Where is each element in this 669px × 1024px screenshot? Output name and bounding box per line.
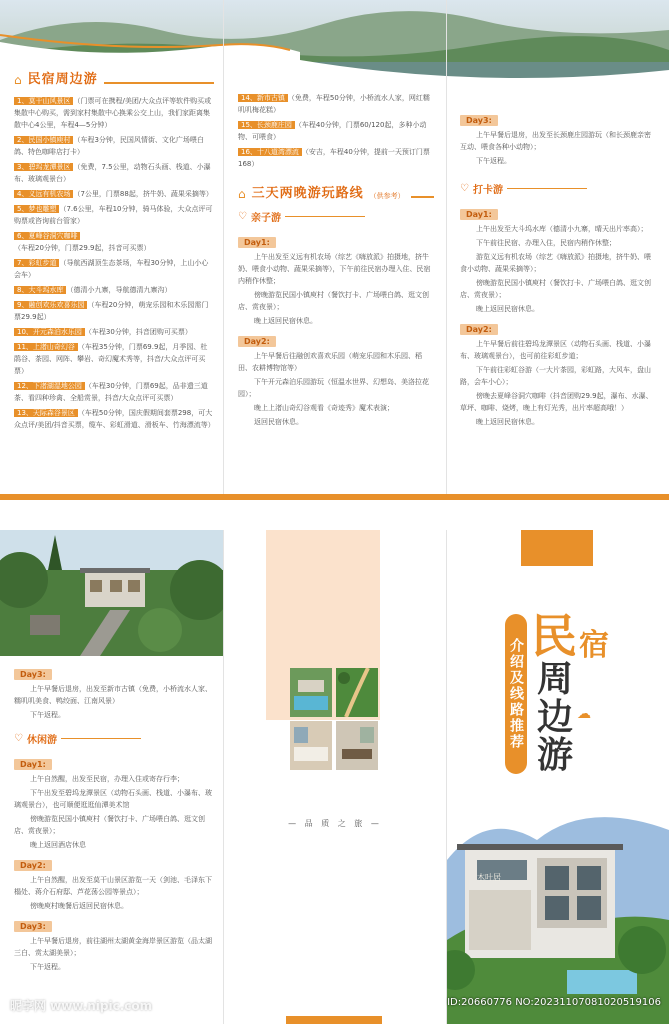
plan-paragraph: 上午自然醒，出发至莫干山景区游览一天（剑池、毛泽东下榻处、蒋介石府邸、芦花荡公园等景点）； [14, 876, 212, 896]
subtitle-line [507, 188, 587, 189]
attraction-item [238, 146, 434, 170]
attraction-tag: 14、新市古镇 [238, 94, 288, 102]
cover-top-tab [521, 530, 593, 566]
plan-paragraph: 下午前往民宿、办理入住，民宿内稍作休整； [476, 239, 616, 247]
plan-paragraph: 上午早餐后往融创欢喜欢乐园（萌宠乐园和木乐园、稻田、农耕博物馆等） [238, 352, 422, 372]
leisure-trip-label: 休闲游 [26, 735, 57, 746]
day-label: Day1: [14, 759, 52, 770]
attraction-tag: 4、义远有机农场 [14, 190, 73, 198]
plan-paragraph: 上午早餐后前往碧坞龙潭景区（动物石头画、栈道、小瀑布、玻璃观景台），也可前往彩虹步道； [460, 340, 651, 360]
plan-paragraph: 游览义远有机农场（综艺《嗨放派》拍摄地，挤牛奶、喂食小动物、蔬果采摘等）； [460, 253, 651, 273]
cover-villa-photo [447, 800, 669, 1024]
room-photo [290, 721, 332, 770]
attraction-item [14, 284, 214, 296]
villa-photo [0, 530, 223, 656]
section-title-text: 民宿周边游 [27, 72, 98, 87]
column-divider [446, 0, 447, 500]
column-routes [238, 92, 434, 500]
attraction-desc: （导航西湖顶生态茶场，车程30分钟，上山小心会车） [14, 259, 209, 279]
attraction-item [14, 341, 214, 377]
attraction-desc: （车程50分钟，国庆假期间套票298，可大众点评/美团/抖音买票，缆车、彩虹滑道、滑板车、竹海漂流等） [14, 409, 215, 429]
watermark-site: 昵享网 www.nipic.com [10, 999, 153, 1013]
photo-grid [290, 668, 378, 770]
plan-paragraph: 傍晚游览民国小镇庾村（餐饮打卡、广场喂白鸽、逛文创店、赏夜景）； [14, 815, 205, 835]
cloud-icon: ☁ [577, 706, 591, 722]
plan-paragraph: 上午早餐后退房，出发至长颈鹿庄园游玩（和长颈鹿亲密互动、喂食各种小动物）； [460, 131, 651, 151]
day3-plan [14, 935, 213, 973]
title-underline [104, 82, 214, 84]
plan-paragraph: 下午出发至碧坞龙潭景区（动物石头画、栈道、小瀑布、玻璃观景台），也可顺便逛逛仙潭美术馆 [14, 789, 212, 809]
day1-plan [460, 223, 656, 315]
attraction-desc: （免费，7.5公里，动物石头画、栈道、小瀑布、玻璃观景台） [14, 163, 211, 183]
inner-spread [0, 0, 669, 500]
house-icon: ⌂ [238, 187, 246, 201]
attraction-tag: 2、民国小镇庾村 [14, 136, 73, 144]
attraction-item [14, 230, 214, 254]
heart-icon: ♡ [238, 211, 247, 222]
attraction-item [238, 92, 434, 116]
day-label: Day3: [14, 921, 52, 932]
plan-paragraph: 下午返程。 [30, 963, 65, 971]
attraction-desc: （安吉，车程40分钟，提前一天预订门票168） [238, 148, 430, 168]
plan-paragraph: 晚上上渚山奇幻谷观看《奇迹秀》魔术表演； [254, 404, 394, 412]
heart-icon: ♡ [14, 733, 23, 744]
attraction-desc: （车程30分钟，抖音团购可买票） [84, 328, 192, 336]
plan-paragraph: 傍晚游览民国小镇庾村（餐饮打卡、广场喂白鸽、逛文创店、赏夜景）； [238, 291, 429, 311]
plan-paragraph: 上午出发至义远有机农场（综艺《嗨放派》拍摄地，挤牛奶、喂食小动物、蔬果采摘等），下午前往民宿办理入住、民宿内稍作休整； [238, 253, 431, 285]
route-title-text: 三天两晚游玩路线 [251, 186, 364, 201]
day1-plan [238, 251, 434, 327]
pool-photo [290, 668, 332, 717]
cover-panel [447, 530, 669, 1024]
attraction-desc: （车程35分钟，门票69.9起，月季园、杜鹃谷、茶园、网阵、攀岩、奇幻魔术秀等，抖音/大众点评可买票） [14, 343, 208, 375]
attraction-tag: 5、梦也雕塑 [14, 205, 59, 213]
attraction-desc: （车程30分钟，门票69起，品非遗三道茶、看四种珍禽、全船赏景，抖音/大众点评可买票） [14, 382, 208, 402]
plan-paragraph: 返回民宿休息。 [254, 418, 303, 426]
plan-paragraph: 晚上返回民宿休息。 [476, 418, 539, 426]
section-title [14, 68, 214, 87]
plan-paragraph: 晚上返回酒店休息 [30, 841, 86, 849]
cover-title [531, 600, 611, 780]
plan-paragraph: 上午自然醒，出发至民宿，办理入住或寄存行李； [30, 775, 184, 783]
day-label: Day2: [238, 336, 276, 347]
attraction-list-cont [238, 92, 434, 170]
bottom-orange-tab [286, 1016, 382, 1024]
attraction-tag: 10、开元森泊水乐园 [14, 328, 85, 336]
watermark-id: ID:20660776 NO:20231107081020519106 [447, 997, 661, 1008]
attraction-item [14, 161, 214, 185]
checkin-trip-title [460, 181, 656, 196]
plan-paragraph: 下午前往彩虹谷游（一大片茶园，彩虹路，大风车，盘山路，会车小心）； [460, 366, 651, 386]
attraction-item [14, 380, 214, 404]
plan-paragraph: 傍晚庾村晚餐后返回民宿休息。 [30, 902, 128, 910]
plan-paragraph: 下午返程。 [30, 711, 65, 719]
attraction-item [14, 188, 214, 200]
attraction-desc: （车程20分钟，萌宠乐园和木乐园需门票29.9起） [14, 301, 209, 321]
day-label: Day1: [238, 237, 276, 248]
plan-paragraph: 下午返程。 [476, 157, 511, 165]
route-title [238, 182, 434, 201]
attraction-desc: （7.6公里，车程10分钟，骑马体验，大众点评可购票或咨询前台管家） [14, 205, 213, 225]
attraction-desc: （免费，车程50分钟，小桥流水人家，网红糯叽叽梅花糕） [238, 94, 430, 114]
plan-paragraph: 上午早餐后退房，前往湖州太湖黄金海岸景区游览（品太湖三白、赏太湖美景）； [14, 937, 212, 957]
attraction-item [238, 119, 434, 143]
day-label: Day2: [460, 324, 498, 335]
cover-title-min: 民 [531, 609, 577, 663]
attraction-item [14, 95, 214, 131]
plan-paragraph: 上午早餐后退房，出发至新市古镇（免费，小桥流水人家、糯叽叽美食、鸭绞面、江南风景） [14, 685, 212, 705]
attraction-tag: 11、上渚山奇幻谷 [14, 343, 78, 351]
day-label: Day2: [14, 860, 52, 871]
plan-paragraph: 傍晚去夏峰谷洞穴咖啡（抖音团购29.9起，瀑布、水瀑、草坪、咖啡、烧烤，晚上有灯光秀，出片率超高哦！） [460, 392, 653, 412]
title-underline [411, 196, 434, 198]
day2-plan [238, 350, 434, 428]
plan-paragraph: 下午开元森泊乐园游玩（恒温水世界、幻想岛、美洛拉花园）； [238, 378, 429, 398]
attraction-desc: （车程20分钟，门票29.9起，抖音可买票） [14, 244, 151, 252]
cover-title-zhou: 周 边 游 [537, 658, 574, 776]
attraction-item [14, 257, 214, 281]
attraction-item [14, 299, 214, 323]
attraction-tag: 9、融创欢乐欢喜乐园 [14, 301, 87, 309]
day1-plan [14, 773, 213, 851]
villa-sign: 木叶居 [477, 873, 501, 882]
attraction-desc: （德清小九寨，导航德清九寨沟） [66, 286, 172, 294]
attraction-tag: 7、彩虹步道 [14, 259, 59, 267]
house-icon: ⌂ [14, 73, 22, 87]
day-label: Day1: [460, 209, 498, 220]
day2-plan [14, 874, 213, 912]
day-label: Day3: [460, 115, 498, 126]
family-trip-label: 亲子游 [250, 213, 281, 224]
route-note: （供参考） [369, 192, 405, 200]
family-trip-title [238, 209, 434, 224]
checkin-trip-label: 打卡游 [472, 185, 503, 196]
column-surrounding-tour [14, 62, 214, 500]
subtitle-line [285, 216, 365, 217]
slogan: — 品 质 之 旅 — [288, 819, 382, 828]
attraction-desc: （车程40分钟，门票60/120起，多种小动物、可喂食） [238, 121, 427, 141]
attraction-tag: 8、大斗坞水库 [14, 286, 66, 294]
subtitle-line [61, 738, 141, 739]
outer-spread [0, 530, 669, 1024]
attraction-tag: 3、碧坞龙潭景区 [14, 163, 73, 171]
day3-plan [460, 129, 656, 167]
column-divider [223, 0, 224, 500]
attraction-list [14, 95, 214, 431]
column-gallery [224, 530, 446, 1024]
garden-photo [336, 668, 378, 717]
day2-plan [460, 338, 656, 428]
lounge-photo [336, 721, 378, 770]
cover-pill: 介绍及线路推荐 [505, 614, 527, 774]
attraction-tag: 1、莫干山风景区 [14, 97, 73, 105]
attraction-item [14, 134, 214, 158]
plan-paragraph: 晚上返回民宿休息。 [476, 305, 539, 313]
attraction-tag: 13、天际森谷景区 [14, 409, 78, 417]
plan-paragraph: 傍晚游览民国小镇庾村（餐饮打卡、广场喂白鸽、逛文创店、赏夜景）； [460, 279, 651, 299]
attraction-item [14, 407, 214, 431]
attraction-tag: 16、十八道湾漂流 [238, 148, 302, 156]
plan-paragraph: 晚上返回民宿休息。 [254, 317, 317, 325]
leisure-trip-title [14, 731, 213, 746]
column-checkin [460, 108, 656, 500]
attraction-desc: （车程3分钟，民国风情街、文化广场喂白鸽、特色咖啡店打卡） [14, 136, 204, 156]
column-leisure [0, 530, 223, 1024]
sheet-gap [0, 500, 669, 530]
cover-title-su: 宿 [579, 628, 609, 663]
attraction-item [14, 203, 214, 227]
plan-paragraph: 上午出发至大斗坞水库（德清小九寨，晴天出片率高）； [476, 225, 648, 233]
attraction-desc: （门票可在携程/美团/大众点评等软件购买或集散中心购买，需到家村集散中心换乘公交上山，我们家距离集散中心4公里，车程4—5分钟） [14, 97, 212, 129]
heart-icon: ♡ [460, 183, 469, 194]
attraction-desc: （7公里，门票88起，挤牛奶、蔬果采摘等） [73, 190, 213, 198]
attraction-tag: 6、夏峰谷洞穴咖啡 [14, 232, 80, 240]
attraction-tag: 12、下渚湖湿地公园 [14, 382, 85, 390]
attraction-item [14, 326, 214, 338]
attraction-tag: 15、长颈鹿庄园 [238, 121, 295, 129]
day-label: Day3: [14, 669, 52, 680]
day3-plan [14, 683, 213, 721]
